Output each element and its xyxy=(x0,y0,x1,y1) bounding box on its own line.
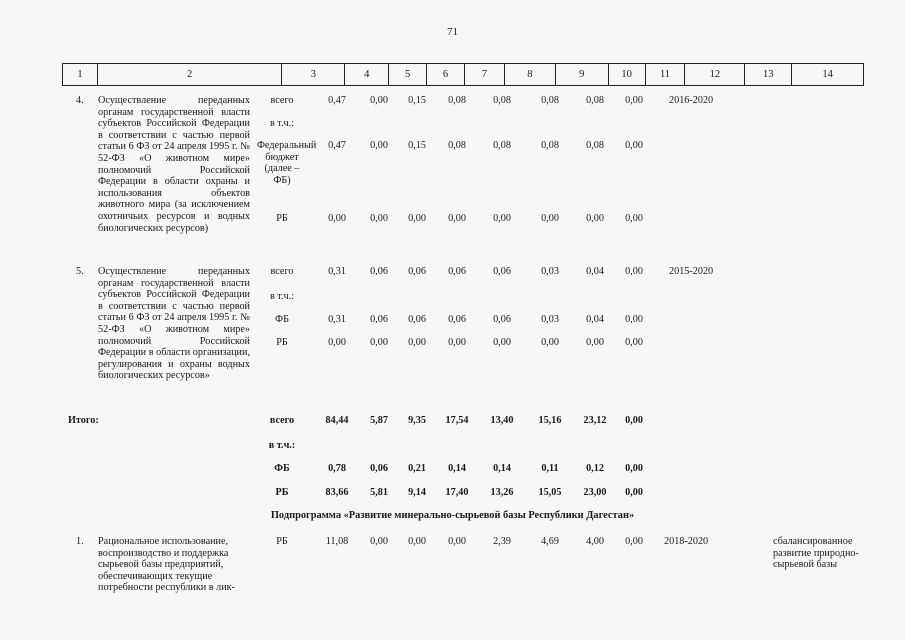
total-line-0-col-8-value: 13,40 xyxy=(490,415,514,426)
row-4-line-3-col-4-value: 0,00 xyxy=(328,213,346,224)
header-col-4: 4 xyxy=(345,64,389,85)
row-4-line-0-col-4-value: 0,47 xyxy=(328,95,346,106)
row-5-line-0-col-7-value: 0,06 xyxy=(448,266,466,277)
row-5-line-2-col-5-value: 0,06 xyxy=(370,314,388,325)
subprogram-row-1-col-11-value: 0,00 xyxy=(625,536,643,547)
row-5-line-2-col-7-value: 0,06 xyxy=(448,314,466,325)
row-4-line-2-col-10-value: 0,08 xyxy=(586,140,604,151)
subprogram-row-1-col-9-value: 4,69 xyxy=(541,536,559,547)
row-5-line-2-col-6-value: 0,06 xyxy=(408,314,426,325)
total-line-3-col-11-value: 0,00 xyxy=(625,487,643,498)
row-4-line-2-col-5-value: 0,00 xyxy=(370,140,388,151)
total-source: ФБ xyxy=(274,463,290,474)
page-number: 71 xyxy=(447,26,458,38)
row-4-source: всего xyxy=(270,95,294,106)
header-col-5: 5 xyxy=(389,64,427,85)
row-5-line-0-col-11-value: 0,00 xyxy=(625,266,643,277)
header-col-13: 13 xyxy=(745,64,792,85)
row-4-line-3-col-7-value: 0,00 xyxy=(448,213,466,224)
row-5-number: 5. xyxy=(76,266,84,277)
total-line-0-col-7-value: 17,54 xyxy=(445,415,469,426)
total-line-0-col-5-value: 5,87 xyxy=(370,415,388,426)
row-5-source: ФБ xyxy=(275,314,289,325)
subprogram-row-1-col-6-value: 0,00 xyxy=(408,536,426,547)
total-source: РБ xyxy=(275,487,289,498)
row-4-line-3-col-10-value: 0,00 xyxy=(586,213,604,224)
row-5-line-2-col-4-value: 0,31 xyxy=(328,314,346,325)
row-4-period: 2016-2020 xyxy=(669,95,714,106)
total-line-3-col-6-value: 9,14 xyxy=(408,487,426,498)
row-5-line-3-col-11-value: 0,00 xyxy=(625,337,643,348)
header-col-2: 2 xyxy=(98,64,283,85)
total-line-3-col-9-value: 15,05 xyxy=(538,487,562,498)
row-4-line-0-col-7-value: 0,08 xyxy=(448,95,466,106)
total-line-2-col-9-value: 0,11 xyxy=(541,463,559,474)
row-4-line-3-col-6-value: 0,00 xyxy=(408,213,426,224)
total-line-2-col-6-value: 0,21 xyxy=(408,463,426,474)
row-5-line-0-col-6-value: 0,06 xyxy=(408,266,426,277)
subprogram-row-1-col-10-value: 4,00 xyxy=(586,536,604,547)
row-5-source: в т.ч.: xyxy=(269,291,295,302)
row-4-source: РБ xyxy=(276,213,288,224)
total-line-0-col-11-value: 0,00 xyxy=(625,415,643,426)
subprogram-row-1-number: 1. xyxy=(76,536,84,547)
total-line-2-col-10-value: 0,12 xyxy=(586,463,604,474)
row-5-line-2-col-9-value: 0,03 xyxy=(541,314,559,325)
total-source: в т.ч.: xyxy=(268,440,296,451)
total-line-0-col-9-value: 15,16 xyxy=(538,415,562,426)
row-4-line-2-col-9-value: 0,08 xyxy=(541,140,559,151)
subprogram-row-1-col-8-value: 2,39 xyxy=(493,536,511,547)
subprogram-row-1-description: Рациональное использование, воспроизводство и поддержка сырьевой базы предприятий, обеспечивающих текущие потребности республики в лик- xyxy=(98,536,236,594)
row-5-line-3-col-10-value: 0,00 xyxy=(586,337,604,348)
row-4-line-0-col-9-value: 0,08 xyxy=(541,95,559,106)
subprogram-row-1-period: 2018-2020 xyxy=(664,536,709,547)
row-4-line-3-col-11-value: 0,00 xyxy=(625,213,643,224)
row-4-line-0-col-6-value: 0,15 xyxy=(408,95,426,106)
row-4-line-2-col-6-value: 0,15 xyxy=(408,140,426,151)
subprogram-row-1-col-5-value: 0,00 xyxy=(370,536,388,547)
header-col-9: 9 xyxy=(556,64,609,85)
row-4-line-0-col-11-value: 0,00 xyxy=(625,95,643,106)
total-line-0-col-6-value: 9,35 xyxy=(408,415,426,426)
header-col-12: 12 xyxy=(685,64,745,85)
row-5-line-0-col-10-value: 0,04 xyxy=(586,266,604,277)
row-5-line-3-col-5-value: 0,00 xyxy=(370,337,388,348)
row-4-line-2-col-7-value: 0,08 xyxy=(448,140,466,151)
table-header xyxy=(62,63,864,86)
total-line-3-col-5-value: 5,81 xyxy=(370,487,388,498)
header-col-7: 7 xyxy=(465,64,505,85)
row-5-line-0-col-5-value: 0,06 xyxy=(370,266,388,277)
row-5-line-0-col-4-value: 0,31 xyxy=(328,266,346,277)
total-label: Итого: xyxy=(68,415,99,426)
total-line-2-col-11-value: 0,00 xyxy=(625,463,643,474)
row-5-source: всего xyxy=(270,266,294,277)
row-5-line-3-col-6-value: 0,00 xyxy=(408,337,426,348)
row-5-line-0-col-8-value: 0,06 xyxy=(493,266,511,277)
total-line-3-col-4-value: 83,66 xyxy=(325,487,349,498)
row-4-line-0-col-5-value: 0,00 xyxy=(370,95,388,106)
row-4-line-0-col-10-value: 0,08 xyxy=(586,95,604,106)
row-5-line-2-col-10-value: 0,04 xyxy=(586,314,604,325)
total-line-3-col-7-value: 17,40 xyxy=(445,487,469,498)
row-4-line-2-col-8-value: 0,08 xyxy=(493,140,511,151)
total-line-2-col-8-value: 0,14 xyxy=(493,463,511,474)
row-5-line-0-col-9-value: 0,03 xyxy=(541,266,559,277)
total-source: всего xyxy=(269,415,295,426)
total-line-0-col-4-value: 84,44 xyxy=(325,415,349,426)
row-4-source: Федеральный бюджет (далее – ФБ) xyxy=(257,140,317,186)
total-line-3-col-10-value: 23,00 xyxy=(583,487,607,498)
header-col-14: 14 xyxy=(822,69,833,80)
row-4-line-3-col-8-value: 0,00 xyxy=(493,213,511,224)
header-col-11: 11 xyxy=(646,64,686,85)
total-line-3-col-8-value: 13,26 xyxy=(490,487,514,498)
row-4-line-2-col-4-value: 0,47 xyxy=(328,140,346,151)
header-col-3: 3 xyxy=(282,64,345,85)
subprogram-row-1-result: сбалансированное развитие природно-сырьевой базы xyxy=(773,536,859,571)
header-col-10: 10 xyxy=(609,64,646,85)
row-4-description: Осуществление переданных органам государственной власти субъектов Российской Федерации в соответствии с частью первой статьи 6 ФЗ от 24 апреля 1995 г. № 52-ФЗ «О животном мире» полномочий Российской Федерации в области охраны и использования объектов животного мира (за исключением охотничьих ресурсов и водных биологических ресурсов) xyxy=(98,95,250,234)
row-5-line-2-col-11-value: 0,00 xyxy=(625,314,643,325)
header-col-8: 8 xyxy=(505,64,556,85)
row-5-period: 2015-2020 xyxy=(669,266,714,277)
total-line-0-col-10-value: 23,12 xyxy=(583,415,607,426)
row-4-source: в т.ч.: xyxy=(269,118,295,129)
total-line-2-col-5-value: 0,06 xyxy=(370,463,388,474)
subprogram-title: Подпрограмма «Развитие минерально-сырьевой базы Республики Дагестан» xyxy=(270,510,635,521)
row-4-line-0-col-8-value: 0,08 xyxy=(493,95,511,106)
row-5-line-3-col-9-value: 0,00 xyxy=(541,337,559,348)
subprogram-row-1-source: РБ xyxy=(276,536,288,547)
total-line-2-col-7-value: 0,14 xyxy=(448,463,466,474)
row-5-source: РБ xyxy=(276,337,288,348)
row-5-line-3-col-4-value: 0,00 xyxy=(328,337,346,348)
row-5-line-2-col-8-value: 0,06 xyxy=(493,314,511,325)
row-5-line-3-col-8-value: 0,00 xyxy=(493,337,511,348)
row-5-line-3-col-7-value: 0,00 xyxy=(448,337,466,348)
row-5-description: Осуществление переданных органам государственной власти субъектов Российской Федерации в соответствии с частью первой статьи 6 ФЗ от 24 апреля 1995 г. № 52-ФЗ «О животном мире» полномочий Российской Федерации в области организации, регулирования и охраны водных биологических ресурсов» xyxy=(98,266,250,382)
row-4-line-3-col-9-value: 0,00 xyxy=(541,213,559,224)
total-line-2-col-4-value: 0,78 xyxy=(328,463,346,474)
header-col-1: 1 xyxy=(63,64,98,85)
row-4-number: 4. xyxy=(76,95,84,106)
subprogram-row-1-col-7-value: 0,00 xyxy=(448,536,466,547)
header-col-6: 6 xyxy=(427,64,465,85)
row-4-line-2-col-11-value: 0,00 xyxy=(625,140,643,151)
row-4-line-3-col-5-value: 0,00 xyxy=(370,213,388,224)
subprogram-row-1-col-4-value: 11,08 xyxy=(325,536,349,547)
